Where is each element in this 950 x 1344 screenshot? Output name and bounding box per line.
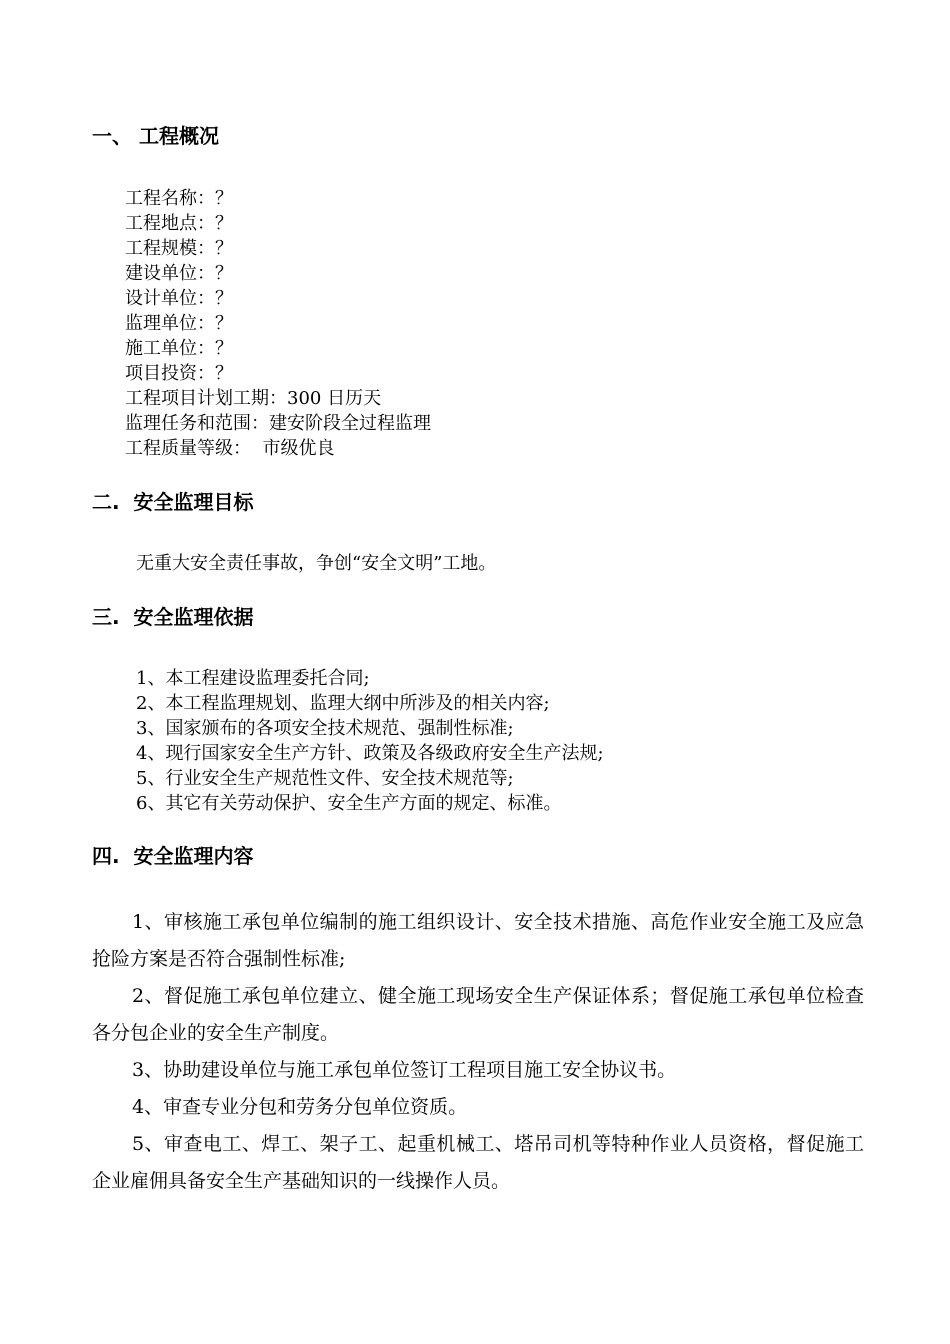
overview-item: 工程规模：？: [125, 238, 233, 259]
overview-item: 工程质量等级： 市级优良: [125, 438, 335, 459]
goal-text: 无重大安全责任事故，争创“安全文明”工地。: [136, 553, 497, 574]
section-heading-goal: 二. 安全监理目标: [92, 490, 254, 514]
section-heading-overview: 一、 工程概况: [92, 124, 219, 148]
content-item: 4、审查专业分包和劳务分包单位资质。: [132, 1096, 468, 1118]
overview-item: 项目投资：？: [125, 363, 233, 384]
overview-item: 监理任务和范围：建安阶段全过程监理: [125, 413, 431, 434]
basis-item: 1、本工程建设监理委托合同;: [136, 668, 370, 689]
overview-item: 工程名称：？: [125, 188, 233, 209]
content-item: 1、审核施工承包单位编制的施工组织设计、安全技术措施、高危作业安全施工及应急抢险方案是否符合强制性标准;: [92, 911, 864, 970]
overview-item: 工程地点：？: [125, 213, 233, 234]
content-item: 3、协助建设单位与施工承包单位签订工程项目施工安全协议书。: [132, 1059, 677, 1081]
content-list: [92, 904, 864, 1200]
basis-item: 4、现行国家安全生产方针、政策及各级政府安全生产法规;: [136, 743, 604, 764]
content-item: 2、督促施工承包单位建立、健全施工现场安全生产保证体系；督促施工承包单位检查各分包企业的安全生产制度。: [92, 985, 864, 1044]
overview-item: 工程项目计划工期：300 日历天: [125, 388, 382, 409]
overview-list: [125, 186, 431, 461]
basis-list: [136, 666, 604, 816]
basis-item: 3、国家颁布的各项安全技术规范、强制性标准;: [136, 718, 514, 739]
basis-item: 6、其它有关劳动保护、安全生产方面的规定、标准。: [136, 793, 562, 814]
basis-item: 5、行业安全生产规范性文件、安全技术规范等;: [136, 768, 514, 789]
overview-item: 施工单位：？: [125, 338, 233, 359]
content-item: 5、审查电工、焊工、架子工、起重机械工、塔吊司机等特种作业人员资格，督促施工企业雇佣具备安全生产基础知识的一线操作人员。: [92, 1133, 864, 1192]
section-heading-content: 四. 安全监理内容: [92, 844, 254, 868]
overview-item: 建设单位：？: [125, 263, 233, 284]
overview-item: 设计单位：？: [125, 288, 233, 309]
section-heading-basis: 三. 安全监理依据: [92, 605, 254, 629]
basis-item: 2、本工程监理规划、监理大纲中所涉及的相关内容;: [136, 693, 550, 714]
overview-item: 监理单位：？: [125, 313, 233, 334]
